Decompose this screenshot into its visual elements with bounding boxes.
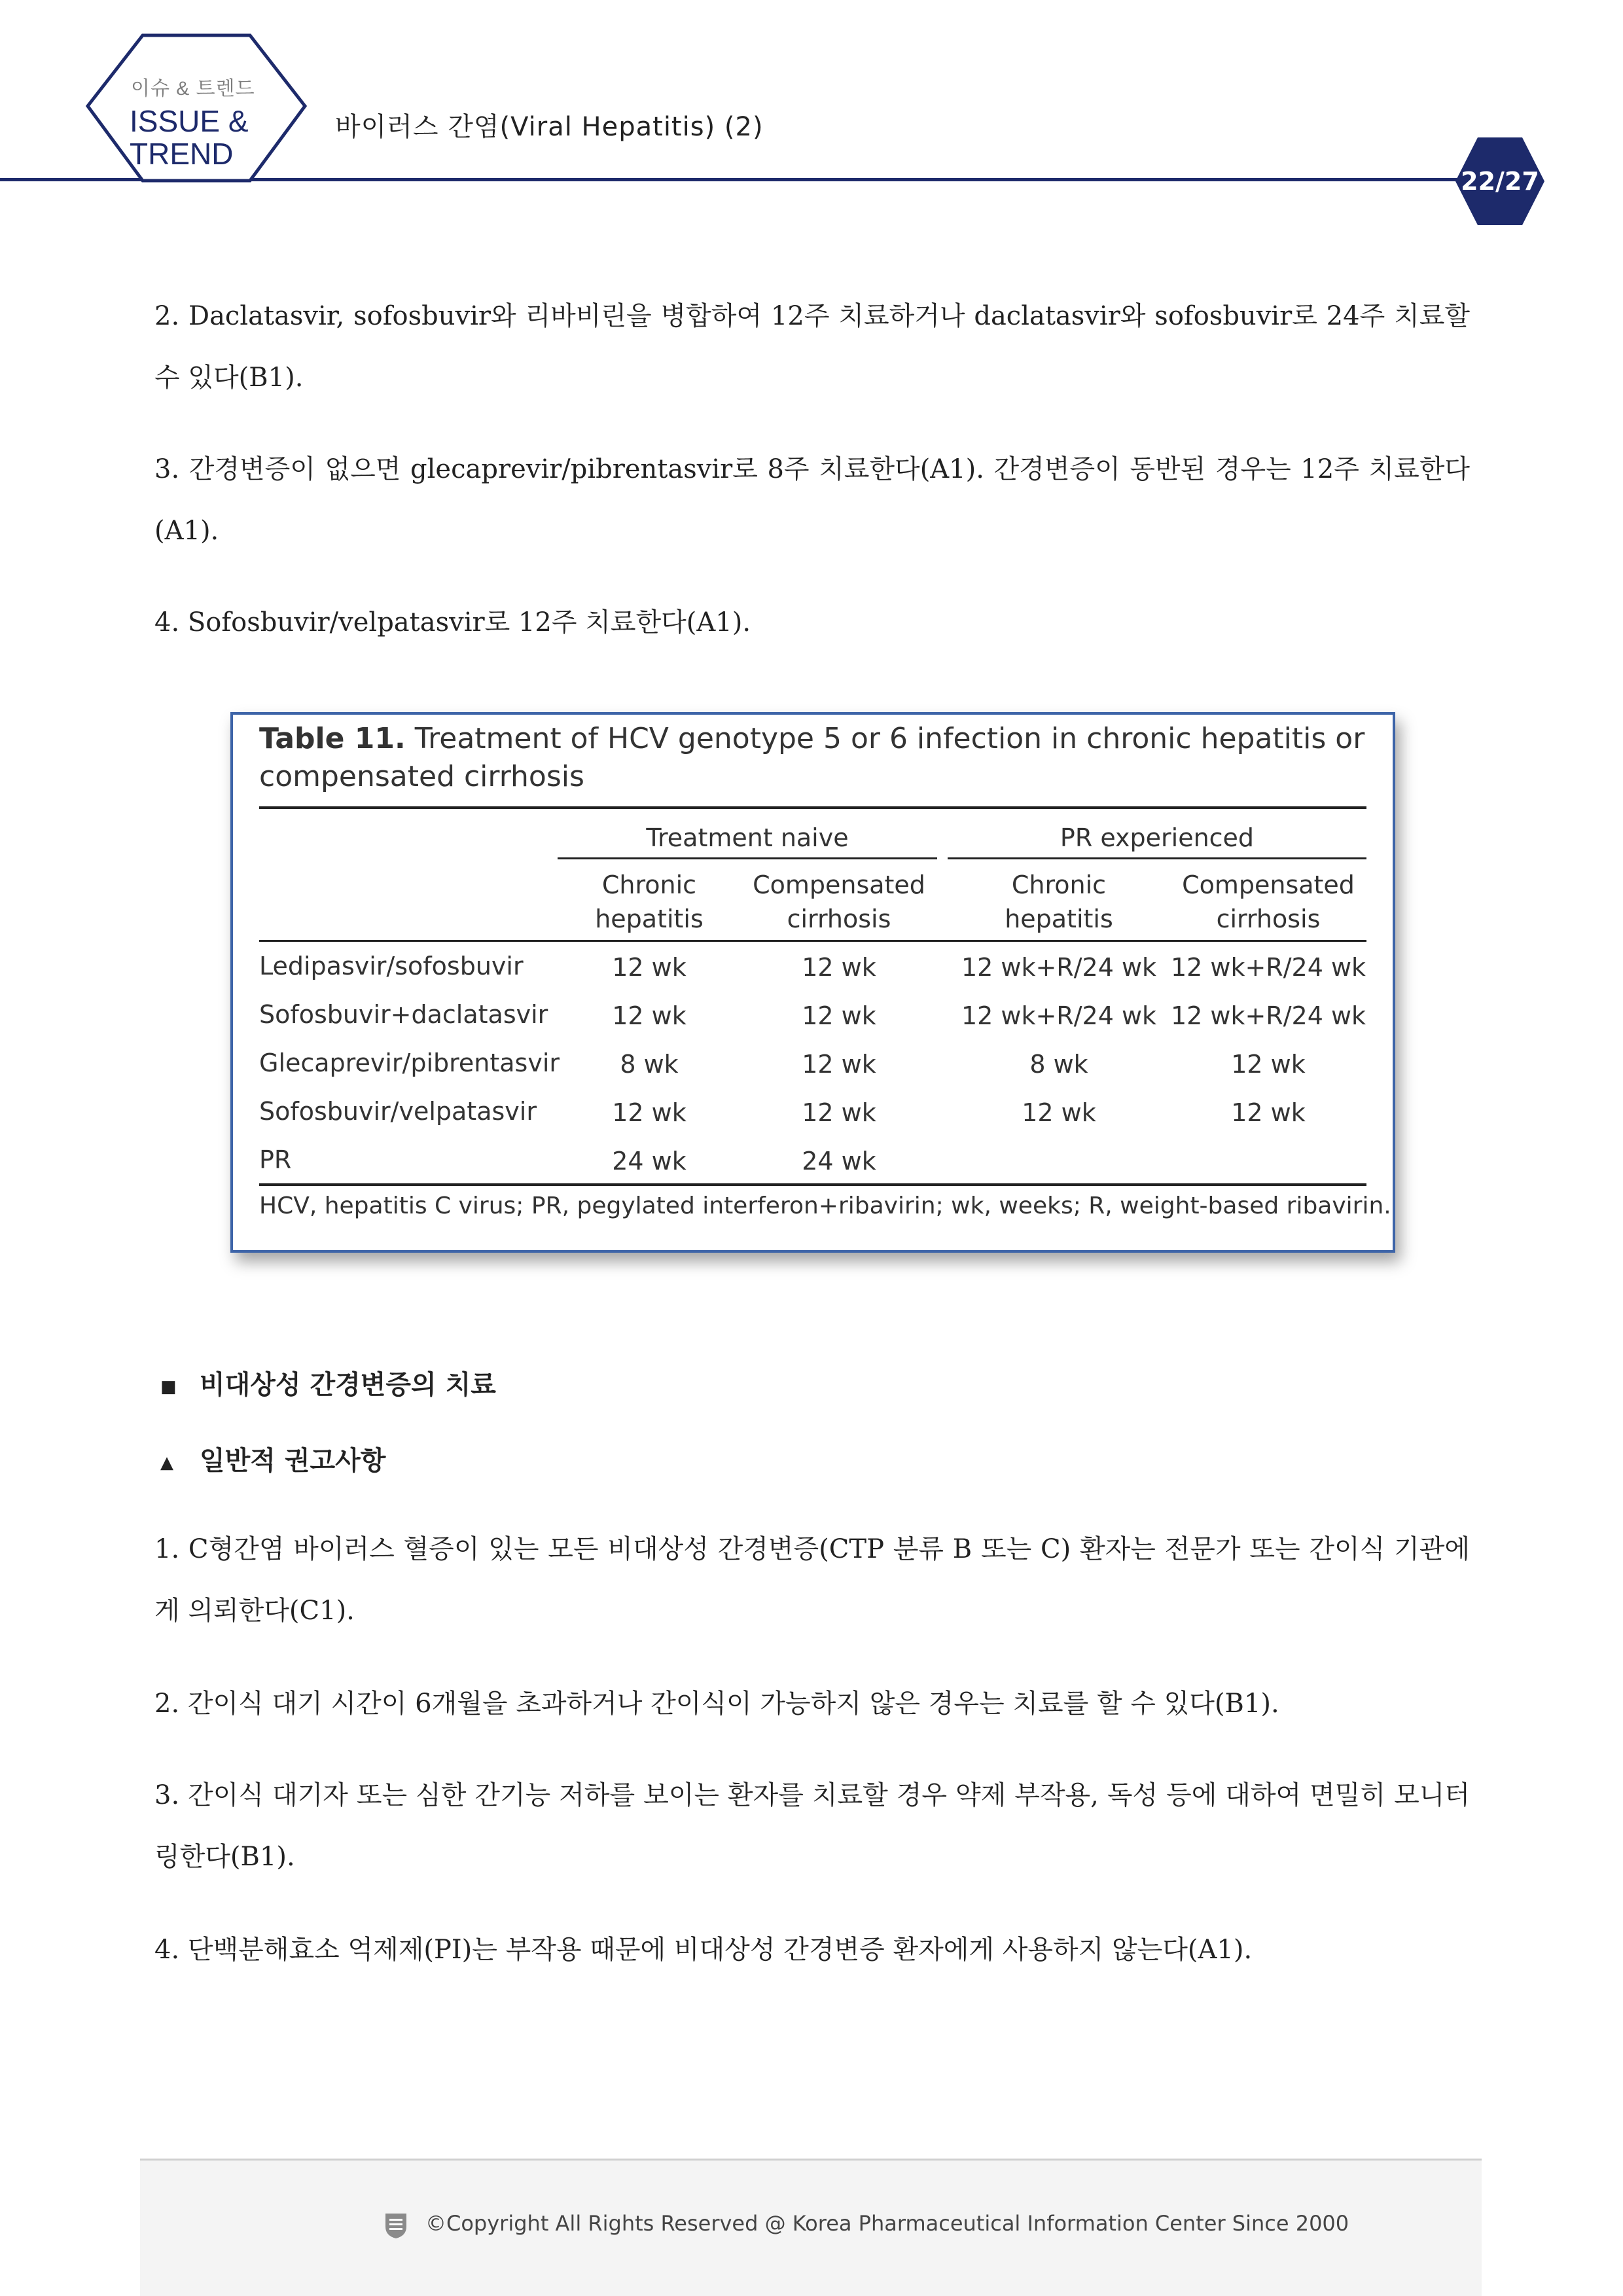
subheader-line: cirrhosis [787, 905, 891, 933]
category-korean: 이슈 & 트렌드 [131, 78, 255, 99]
subheader-line: Compensated [753, 870, 925, 899]
group-header-pr: PR experienced [1060, 823, 1255, 852]
table-cell: 12 wk [802, 1001, 876, 1030]
table-cell: 12 wk [802, 953, 876, 982]
square-bullet-icon: ■ [160, 1377, 177, 1397]
group-rule-pr [948, 857, 1366, 859]
page-title: 바이러스 간염(Viral Hepatitis) (2) [335, 112, 764, 142]
row-label: Sofosbuvir+daclatasvir [259, 1000, 548, 1029]
table-cell: 24 wk [612, 1147, 687, 1175]
table-title-label: Table 11. [259, 722, 406, 755]
subheader-line: Chronic [601, 870, 697, 899]
table-title [259, 720, 1372, 796]
table-cell: 8 wk [620, 1050, 679, 1079]
paragraph-2: 2. Daclatasvir, sofosbuvir와 리바비린을 병합하여 12주 치료하거나 daclatasvir와 sofosbuvir로 24주 치료할 수 있다(B1). [154, 301, 1470, 393]
table-cell: 24 wk [802, 1147, 876, 1175]
table-header-rule [259, 940, 1366, 942]
subheader-naive-chronic [564, 868, 734, 936]
kpic-shield-icon [383, 2211, 409, 2240]
subheader-pr-compensated [1170, 868, 1366, 936]
copyright-text: ©Copyright All Rights Reserved @ Korea Pharmaceutical Information Center Since 2000 [425, 2211, 1349, 2236]
table-title-text: Treatment of HCV genotype 5 or 6 infection in chronic hepatitis or compensated cirrhosis [259, 722, 1365, 793]
table-bottom-rule [259, 1183, 1366, 1186]
section-subheading [160, 1440, 385, 1477]
subheader-line: hepatitis [595, 905, 704, 933]
paragraph-3: 3. 간경변증이 없으면 glecaprevir/pibrentasvir로 8주 치료한다(A1). 간경변증이 동반된 경우는 12주 치료한다(A1). [154, 454, 1470, 546]
row-label: Ledipasvir/sofosbuvir [259, 952, 524, 980]
table-top-rule [259, 806, 1366, 809]
table-cell: 12 wk+R/24 wk [961, 953, 1157, 982]
table-cell: 12 wk+R/24 wk [1170, 1001, 1366, 1030]
table-11 [230, 712, 1395, 1253]
recommendation-3: 3. 간이식 대기자 또는 심한 간기능 저하를 보이는 환자를 치료할 경우 약제 부작용, 독성 등에 대하여 면밀히 모니터링한다(B1). [154, 1780, 1470, 1872]
recommendation-4: 4. 단백분해효소 억제제(PI)는 부작용 때문에 비대상성 간경변증 환자에게 사용하지 않는다(A1). [154, 1935, 1253, 1965]
recommendation-2: 2. 간이식 대기 시간이 6개월을 초과하거나 간이식이 가능하지 않은 경우는 치료를 할 수 있다(B1). [154, 1689, 1279, 1719]
table-cell: 12 wk [802, 1098, 876, 1127]
paragraph-4: 4. Sofosbuvir/velpatasvir로 12주 치료한다(A1). [154, 607, 751, 637]
table-footnote: HCV, hepatitis C virus; PR, pegylated interferon+ribavirin; wk, weeks; R, weight-based ribavirin. [259, 1193, 1391, 1219]
group-rule-naive [558, 857, 937, 859]
subheader-line: Compensated [1182, 870, 1355, 899]
table-cell: 12 wk [1022, 1098, 1096, 1127]
row-label: PR [259, 1145, 292, 1174]
table-cell: 12 wk+R/24 wk [961, 1001, 1157, 1030]
group-header-naive: Treatment naive [646, 823, 849, 852]
subheader-line: hepatitis [1005, 905, 1113, 933]
table-cell: 12 wk [612, 1001, 687, 1030]
footer-rule [140, 2159, 1482, 2161]
section-heading [160, 1364, 496, 1401]
page-number-badge [1454, 136, 1546, 226]
row-label: Sofosbuvir/velpatasvir [259, 1097, 537, 1126]
triangle-bullet-icon: ▲ [160, 1453, 173, 1473]
row-label: Glecaprevir/pibrentasvir [259, 1049, 560, 1077]
subheader-line: Chronic [1011, 870, 1107, 899]
section-heading-text: 비대상성 간경변증의 치료 [200, 1369, 496, 1400]
section-subheading-text: 일반적 권고사항 [200, 1445, 386, 1476]
table-cell: 12 wk [802, 1050, 876, 1079]
table-cell: 12 wk [612, 953, 687, 982]
table-cell: 12 wk+R/24 wk [1170, 953, 1366, 982]
page-number: 22/27 [1461, 167, 1539, 196]
table-cell: 12 wk [612, 1098, 687, 1127]
category-english: ISSUE & TREND [130, 104, 249, 171]
table-cell: 12 wk [1231, 1050, 1306, 1079]
subheader-line: cirrhosis [1216, 905, 1321, 933]
subheader-naive-compensated [741, 868, 937, 936]
table-cell: 8 wk [1029, 1050, 1088, 1079]
recommendation-1: 1. C형간염 바이러스 혈증이 있는 모든 비대상성 간경변증(CTP 분류 B 또는 C) 환자는 전문가 또는 간이식 기관에게 의뢰한다(C1). [154, 1534, 1470, 1626]
subheader-pr-chronic [954, 868, 1164, 936]
table-cell: 12 wk [1231, 1098, 1306, 1127]
